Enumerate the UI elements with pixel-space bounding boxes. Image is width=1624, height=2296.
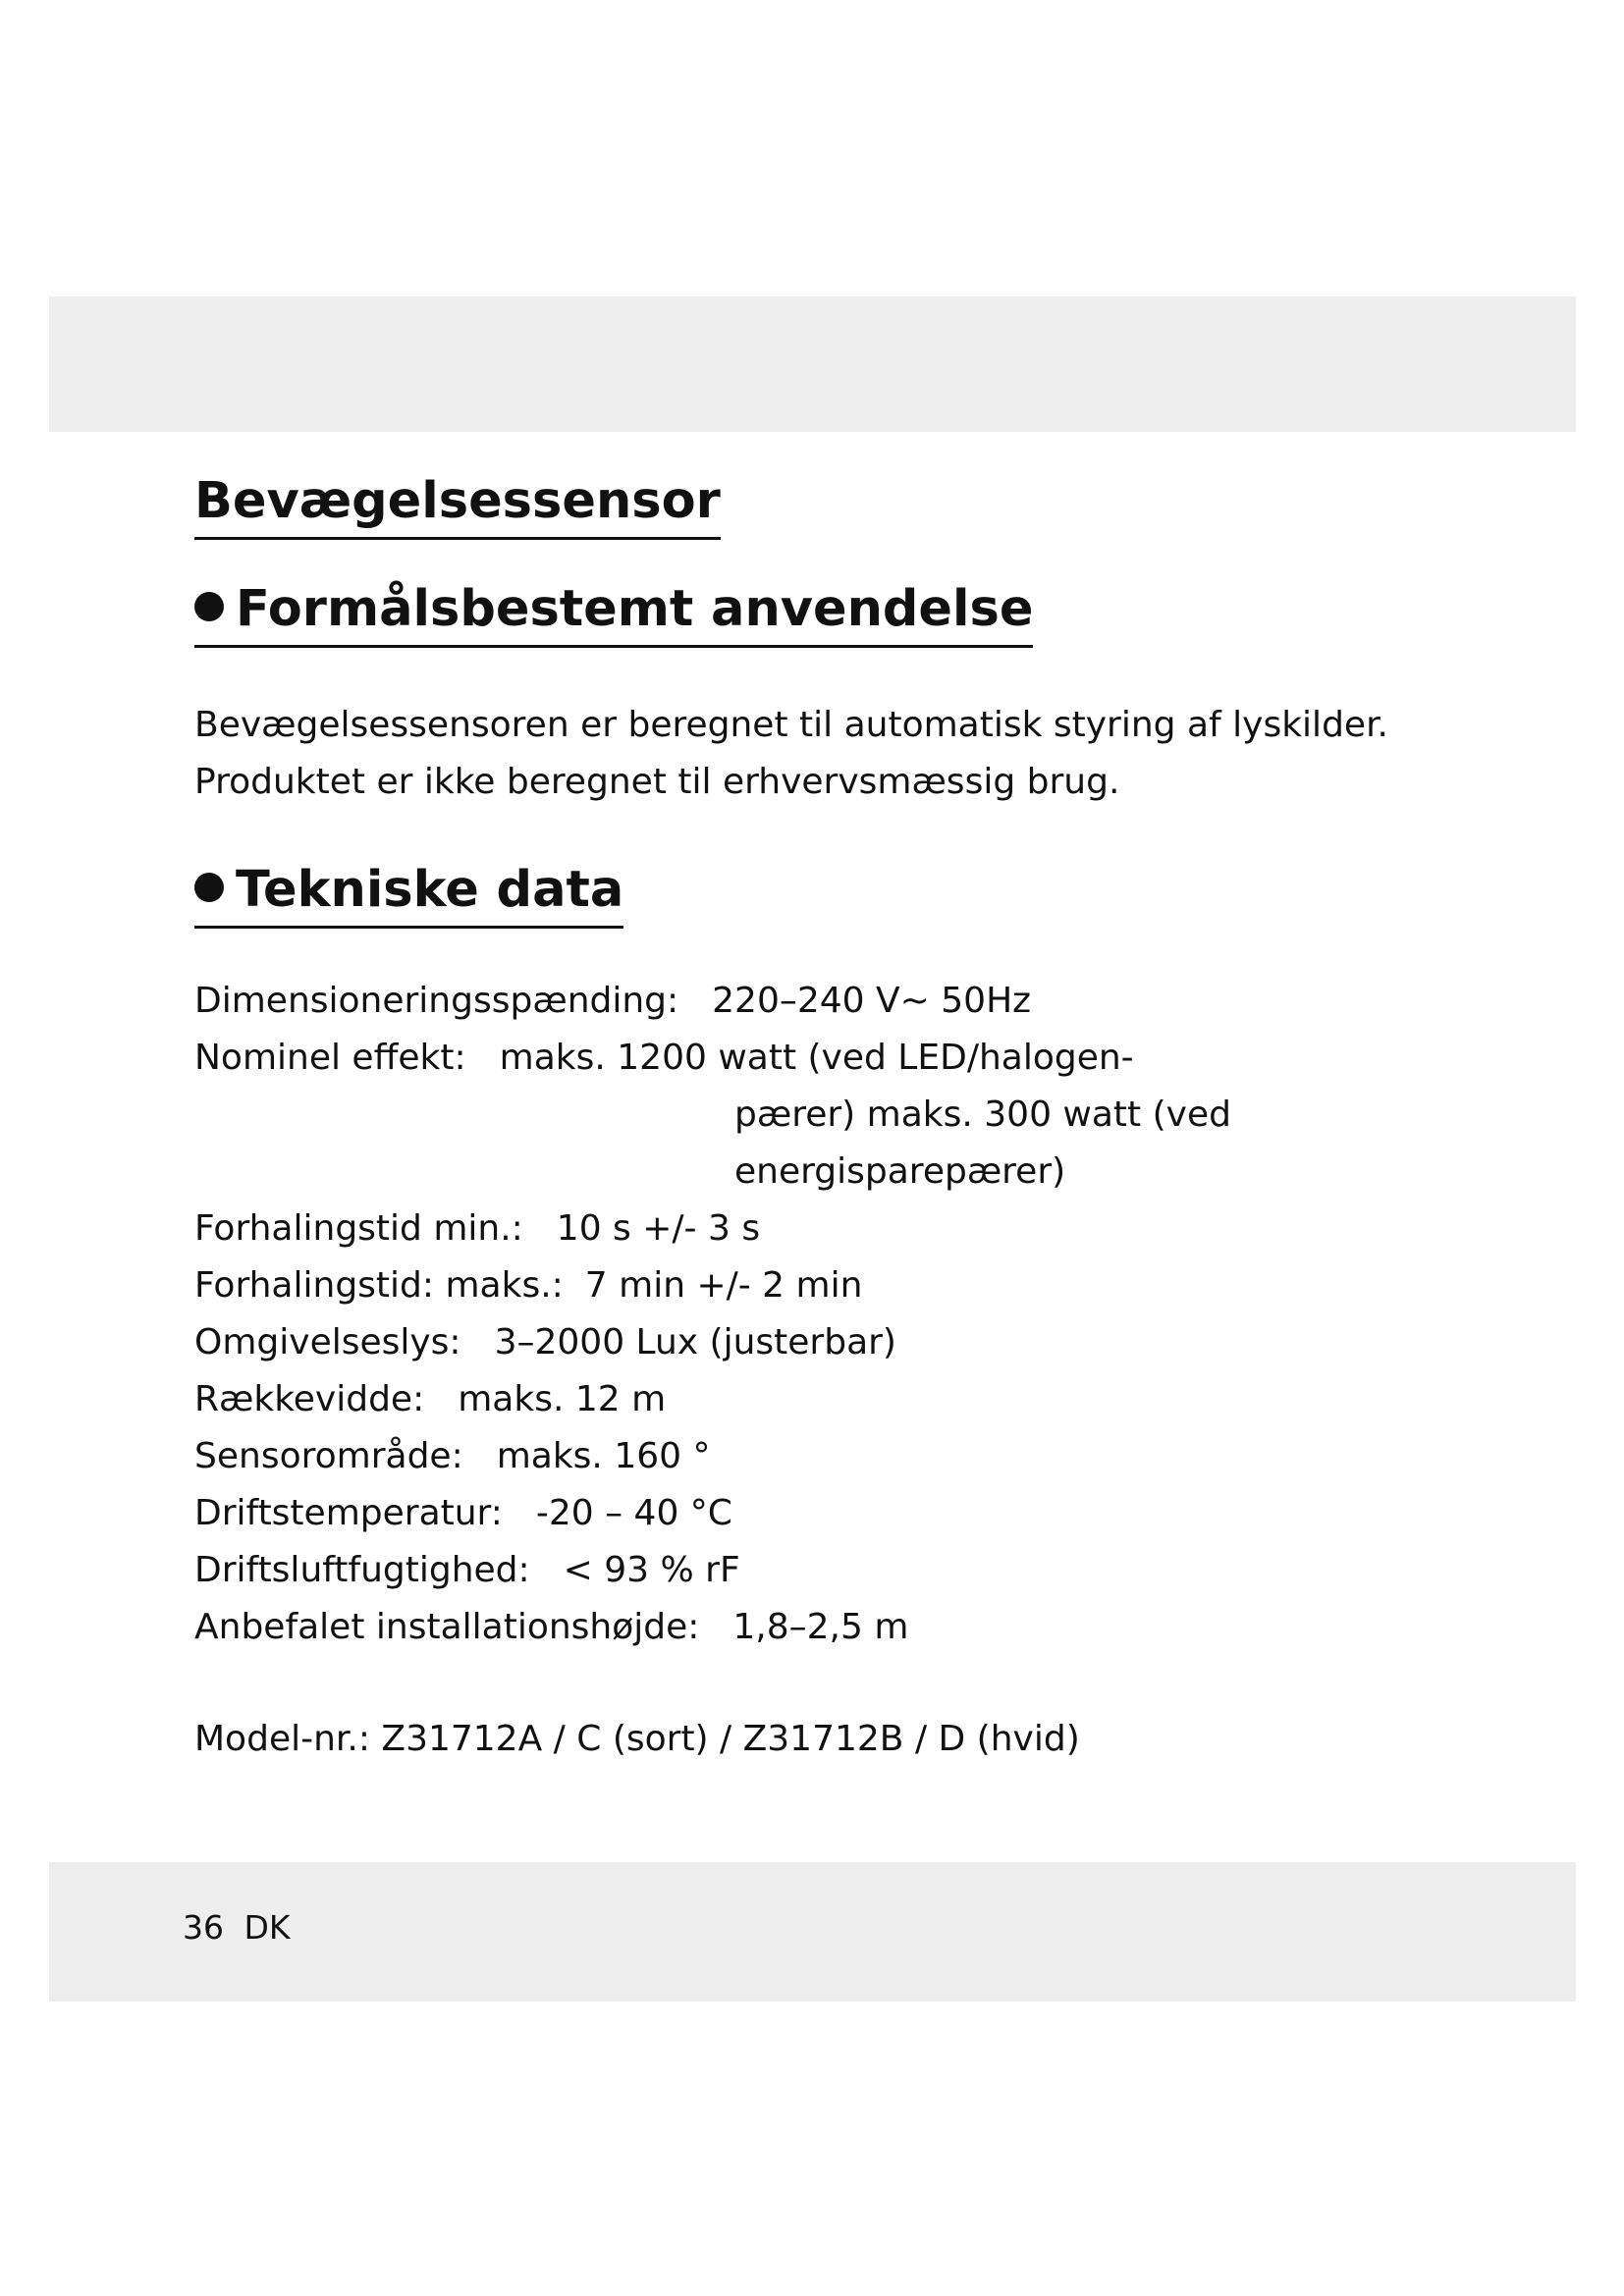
spec-label: Rækkevidde:: [194, 1379, 425, 1419]
spec-value: 1,8–2,5 m: [732, 1607, 909, 1647]
bullet-icon: [194, 592, 224, 621]
spec-list: [194, 973, 1549, 1656]
header-band: [49, 296, 1576, 432]
spec-row: [194, 1371, 1549, 1428]
page-content: [194, 471, 1549, 1768]
spec-label: Driftsluftfugtighed:: [194, 1550, 530, 1590]
bullet-icon: [194, 873, 224, 902]
spec-label: Forhalingstid min.:: [194, 1208, 523, 1249]
spec-value: energisparepærer): [734, 1151, 1066, 1192]
spec-label: Dimensioneringsspænding:: [194, 981, 679, 1021]
spec-row: [194, 1485, 1549, 1542]
spec-row: [194, 1257, 1549, 1314]
paragraph-line: Bevægelsessensoren er beregnet til automatisk styring af lyskilder.: [194, 705, 1389, 745]
spec-label: Omgivelseslys:: [194, 1322, 461, 1362]
spec-value: 10 s +/- 3 s: [556, 1208, 761, 1249]
section-heading-intended-use: [194, 579, 1033, 648]
spec-value: maks. 160 °: [496, 1436, 711, 1476]
spec-value: 3–2000 Lux (justerbar): [494, 1322, 896, 1362]
spec-label: Sensorområde:: [194, 1436, 463, 1476]
spec-row: [194, 1542, 1549, 1599]
spec-row: [194, 1428, 1549, 1485]
page-footer: [183, 1906, 291, 1949]
spec-value: 7 min +/- 2 min: [584, 1265, 863, 1306]
section-heading-technical-data-text: Tekniske data: [236, 861, 624, 919]
spec-row: [194, 1030, 1549, 1087]
spec-value: 220–240 V~ 50Hz: [712, 981, 1032, 1021]
page-number: 36: [183, 1908, 224, 1947]
spec-label: Forhalingstid: maks.:: [194, 1265, 564, 1306]
spec-label: Nominel effekt:: [194, 1038, 466, 1078]
spec-value: maks. 1200 watt (ved LED/halogen-: [499, 1038, 1134, 1078]
spec-label: Anbefalet installationshøjde:: [194, 1607, 700, 1647]
model-number: Model-nr.: Z31712A / C (sort) / Z31712B / D (hvid): [194, 1719, 1080, 1759]
spec-label: Driftstemperatur:: [194, 1493, 503, 1533]
page-title: Bevægelsessensor: [194, 471, 721, 540]
spec-row: [194, 1201, 1549, 1257]
spec-value: < 93 % rF: [563, 1550, 740, 1590]
spec-row: [194, 1314, 1549, 1371]
spec-row: [194, 973, 1549, 1030]
spec-value: -20 – 40 °C: [535, 1493, 732, 1533]
language-code: DK: [244, 1908, 291, 1947]
paragraph-line: Produktet er ikke beregnet til erhvervsmæssig brug.: [194, 762, 1120, 802]
spec-value: maks. 12 m: [458, 1379, 667, 1419]
spec-value: pærer) maks. 300 watt (ved: [734, 1095, 1231, 1135]
section-heading-intended-use-text: Formålsbestemt anvendelse: [236, 580, 1034, 638]
spec-row: [194, 1599, 1549, 1656]
intended-use-paragraph: [194, 697, 1549, 811]
spec-row-continuation: [194, 1087, 1549, 1144]
spec-row-continuation: [194, 1144, 1549, 1201]
section-heading-technical-data: [194, 860, 623, 929]
